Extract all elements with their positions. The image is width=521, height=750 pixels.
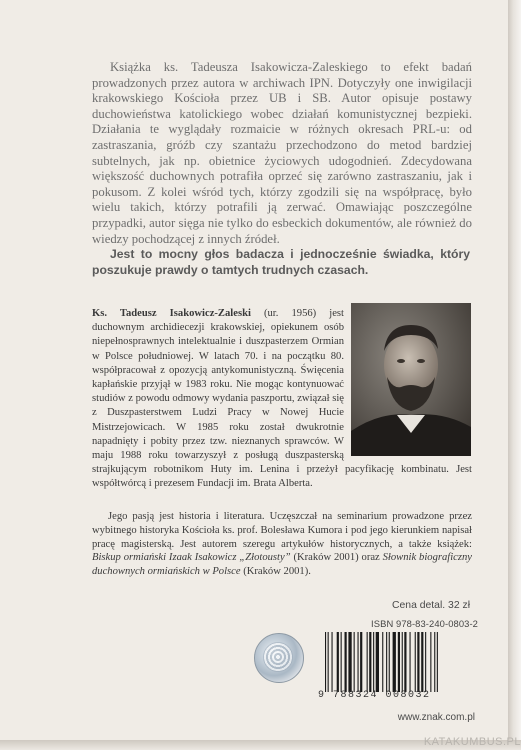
author-works-text: Jego pasją jest historia i literatura. Uczęszczał na seminarium prowadzone przez wybitnego historyka Kościoła ks. prof. Bolesława Kumora i pod jego kierunkiem napisał pracę magisterską. Jest autorem szeregu artykułów historycznych, a także książek: bbox=[92, 511, 472, 550]
publisher-website: www.znak.com.pl bbox=[397, 712, 475, 723]
author-works-text-2: (Kraków 2001) oraz bbox=[290, 552, 383, 564]
barcode-number: 9 788324 008032 bbox=[318, 690, 431, 701]
hologram-sticker bbox=[254, 633, 304, 683]
author-biography bbox=[92, 307, 472, 492]
author-works-text-3: (Kraków 2001). bbox=[240, 566, 311, 578]
page-edge bbox=[508, 0, 521, 750]
author-bio-text: (ur. 1956) jest duchownym archidiecezji krakowskiej, opiekunem osób niepełnosprawnych intelektualnie i duszpasterzem Ormian w Polsce południowej. W latach 70. i na początku 80. współpracował z opozycją antykomunistyczną. Święcenia kapłańskie przyjął w 1983 roku. Nie mogąc kontynuować studiów z powodu odmowy wydania paszportu, związał się z Duszpasterstwem Ludzi Pracy w Nowej Hucie Mistrzejowicach. W 1985 roku został dwukrotnie napadnięty i pobity przez tzw. nieznanych sprawców. W maju 1988 roku towarzyszył z posługą duszpasterską strajkującym robotnikom Huty im. Lenina i przeżył pacyfikację kombinatu. Jest współtwórcą i prezesem Fundacji im. Brata Alberta. bbox=[92, 308, 472, 490]
book-title-2: Słownik biograficzny duchownych ormiańskich w Polsce bbox=[92, 552, 472, 578]
retail-price: Cena detal. 32 zł bbox=[392, 600, 470, 611]
katakumbus-watermark: KATAKUMBUS.PL bbox=[423, 736, 521, 748]
author-works bbox=[92, 510, 472, 579]
book-tagline: Jest to mocny głos badacza i jednocześnie świadka, który poszukuje prawdy o tamtych trudnych czasach. bbox=[92, 247, 470, 277]
barcode bbox=[323, 632, 475, 692]
author-name: Ks. Tadeusz Isakowicz-Zaleski bbox=[92, 308, 251, 319]
isbn-number: ISBN 978-83-240-0803-2 bbox=[371, 618, 478, 629]
book-title-1: Biskup ormiański Izaak Isakowicz „Złotousty” bbox=[92, 552, 291, 564]
book-description: Książka ks. Tadeusza Isakowicza-Zaleskiego to efekt badań prowadzonych przez autora w archiwach IPN. Dotyczyły one inwigilacji krakowskiego Kościoła przez UB i SB. Autor opisuje postawy duchowieństwa katolickiego wobec działań komunistycznej bezpieki. Działania te wyglądały rozmaicie w różnych okresach PRL-u: od zastraszania, gróźb czy szantażu przechodzono do metod bardziej subtelnych, jak np. obietnice życiowych udogodnień. Zdecydowana większość duchownych potrafiła oprzeć się zarówno zastraszaniu, jak i pokusom. Z kolei wśród tych, którzy zgodzili się na współpracę, było wielu takich, którzy potrafili ją zerwać. Omawiając poszczególne przypadki, autor sięga nie tylko do esbeckich dokumentów, ale również do wiedzy pochodzącej z innych źródeł. bbox=[92, 60, 472, 246]
